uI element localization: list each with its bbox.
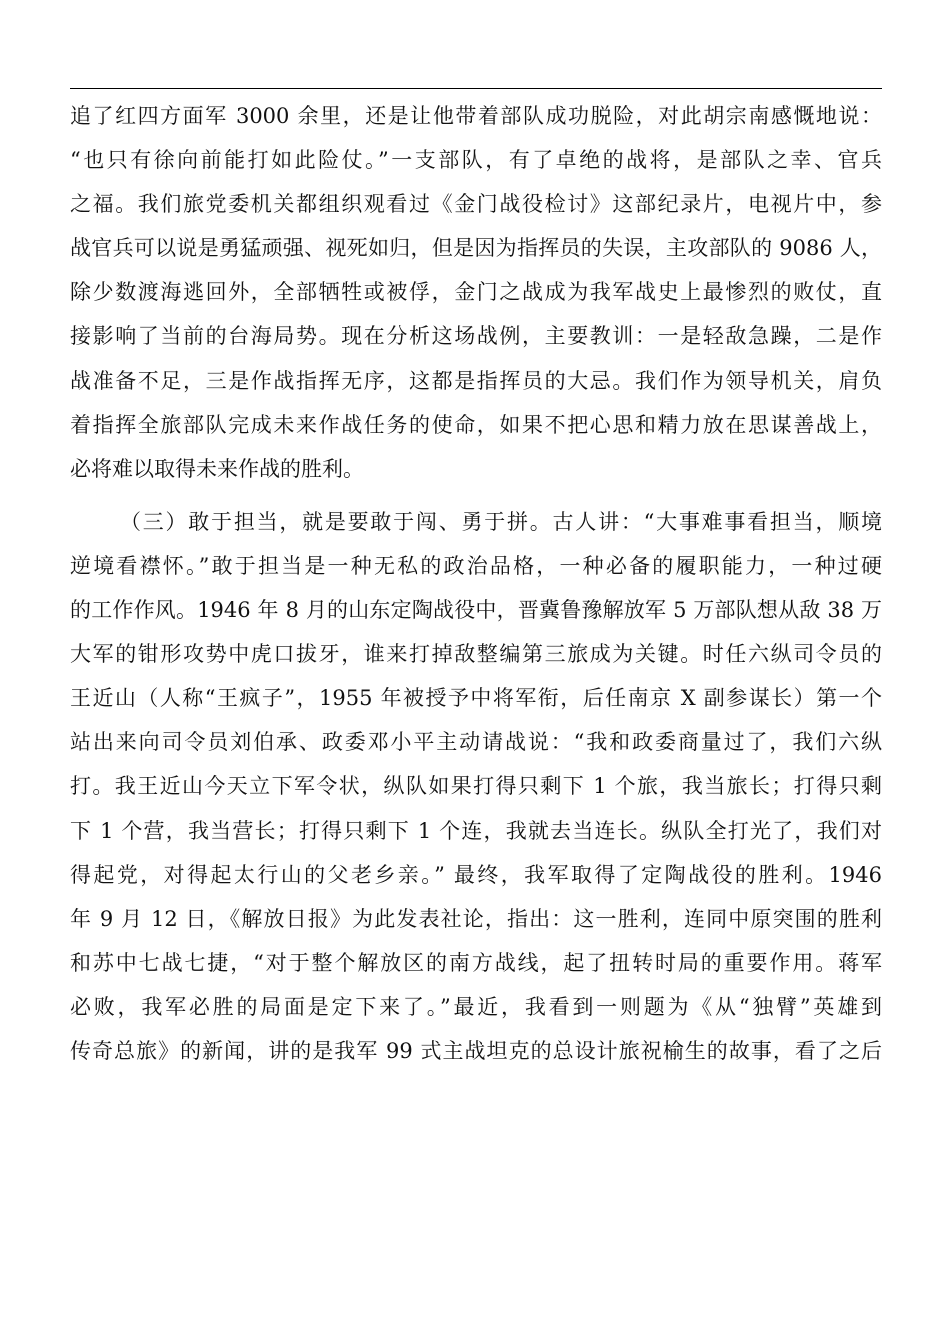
text-line: “也只有徐向前能打如此险仗。”一支部队，有了卓绝的战将，是部队之幸、官兵 (70, 148, 882, 173)
text-line: 得起党，对得起太行山的父老乡亲。” 最终，我军取得了定陶战役的胜利。1946 (70, 862, 882, 887)
text-line: 必败，我军必胜的局面是定下来了。”最近，我看到一则题为《从“独臂”英雄到 (70, 994, 882, 1019)
text-line: 战准备不足，三是作战指挥无序，这都是指挥员的大忌。我们作为领导机关，肩负 (70, 368, 882, 393)
text-line: 之福。我们旅党委机关都组织观看过《金门战役检讨》这部纪录片，电视片中，参 (70, 192, 882, 217)
paragraph-gap (70, 491, 882, 500)
text-line: 和苏中七战七捷，“对于整个解放区的南方战线，起了扭转时局的重要作用。蒋军 (70, 950, 882, 975)
document-body (70, 94, 882, 1073)
text-line: 传奇总旅》的新闻，讲的是我军 99 式主战坦克的总设计旅祝榆生的故事，看了之后 (70, 1038, 882, 1063)
header-rule (70, 88, 882, 89)
text-line: 站出来向司令员刘伯承、政委邓小平主动请战说：“我和政委商量过了，我们六纵 (70, 730, 882, 755)
text-line: 下 1 个营，我当营长；打得只剩下 1 个连，我就去当连长。纵队全打光了，我们对 (70, 818, 882, 843)
paragraph-1 (70, 94, 882, 491)
text-line: 大军的钳形攻势中虎口拔牙，谁来打掉敌整编第三旅成为关键。时任六纵司令员的 (70, 642, 882, 667)
text-line: 年 9 月 12 日，《解放日报》为此发表社论，指出：这一胜利，连同中原突围的胜利 (70, 906, 882, 931)
text-line: 王近山（人称“王疯子”，1955 年被授予中将军衔，后任南京 X 副参谋长）第一个 (70, 686, 882, 711)
text-line: 必将难以取得未来作战的胜利。 (70, 456, 364, 481)
text-line: 逆境看襟怀。”敢于担当是一种无私的政治品格，一种必备的履职能力，一种过硬 (70, 553, 882, 578)
text-line: 的工作作风。1946 年 8 月的山东定陶战役中，晋冀鲁豫解放军 5 万部队想从敌 38 万 (70, 598, 882, 623)
text-line: 战官兵可以说是勇猛顽强、视死如归，但是因为指挥员的失误，主攻部队的 9086 人， (70, 236, 882, 261)
text-line: 追了红四方面军 3000 余里，还是让他带着部队成功脱险，对此胡宗南感慨地说： (70, 104, 882, 128)
text-line: 着指挥全旅部队完成未来作战任务的使命，如果不把心思和精力放在思谋善战上， (70, 412, 882, 437)
text-line: 打。我王近山今天立下军令状，纵队如果打得只剩下 1 个旅，我当旅长；打得只剩 (70, 774, 882, 799)
text-line: （三）敢于担当，就是要敢于闯、勇于拼。古人讲：“大事难事看担当，顺境 (120, 509, 882, 534)
text-line: 接影响了当前的台海局势。现在分析这场战例，主要教训：一是轻敌急躁，二是作 (70, 324, 882, 349)
paragraph-2 (70, 500, 882, 1073)
text-line: 除少数渡海逃回外，全部牺牲或被俘，金门之战成为我军战史上最惨烈的败仗，直 (70, 280, 882, 305)
